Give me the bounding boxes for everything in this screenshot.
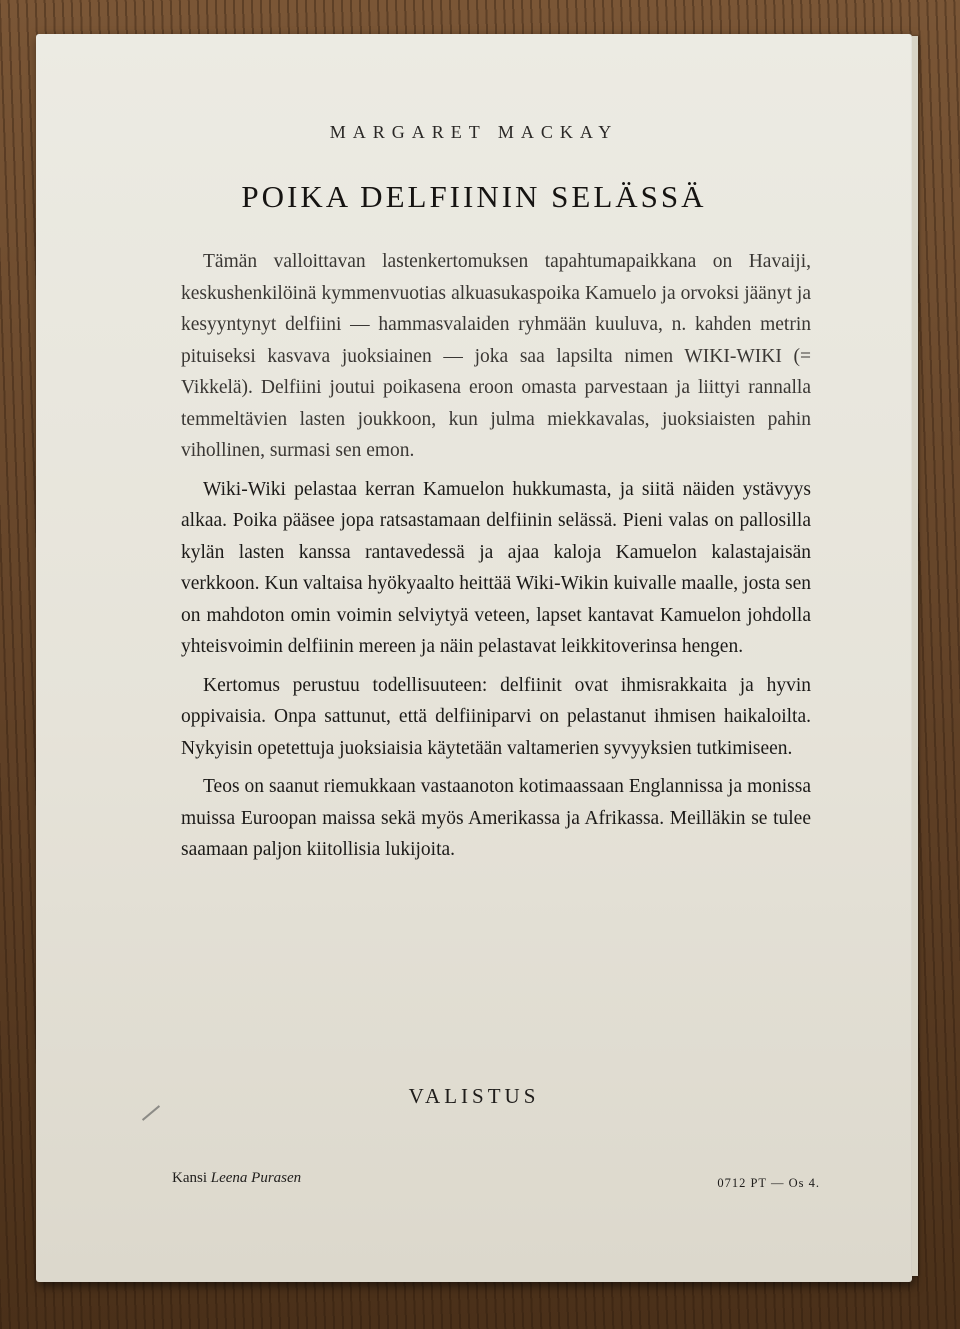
credit-artist-name: Leena Purasen xyxy=(210,1170,302,1186)
publisher-name: VALISTUS xyxy=(408,1084,540,1108)
credit-prefix: Kansi xyxy=(172,1170,207,1186)
book-title: POIKA DELFIININ SELÄSSÄ xyxy=(241,179,707,214)
blurb-text xyxy=(181,246,811,873)
blurb-paragraph-2: Wiki-Wiki pelastaa kerran Kamuelon hukkumasta, ja siitä näiden ystävyys alkaa. Poika pääsee jopa ratsastamaan delfiinin selässä. Pieni valas on pallosilla kylän lasten kanssa rantavedessä ja ajaa kaloja Kamuelon kalastajaisän verkkoon. Kun valtaisa hyökyaalto heittää Wiki-Wikin kuivalle maalle, josta sen on mahdoton omin voimin selviytyä veteen, lapset kantavat Kamuelon johdolla yhteisvoimin delfiinin mereen ja näin pelastavat leikkitoverinsa hengen. xyxy=(181,478,811,657)
book-back-cover xyxy=(36,34,912,1282)
blurb-paragraph-3: Kertomus perustuu todellisuuteen: delfiinit ovat ihmisrakkaita ja hyvin oppivaisia. Onpa sattunut, että delfiiniparvi on pelastanut ihmisen haikaloilta. Nykyisin opetettuja juoksiaisia käytetään valtamerien syvyyksien tutkimiseen. xyxy=(181,674,811,759)
author-name: MARGARET MACKAY xyxy=(329,122,619,142)
cover-credit xyxy=(172,1170,301,1187)
blurb-paragraph-4: Teos on saanut riemukkaan vastaanoton kotimaassaan Englannissa ja monissa muissa Euroopan maissa sekä myös Amerikassa ja Afrikassa. Meilläkin se tulee saamaan paljon kiitollisia lukijoita. xyxy=(181,776,811,860)
print-code: 0712 PT — Os 4. xyxy=(717,1176,820,1190)
blurb-paragraph-1: Tämän valloittavan lastenkertomuksen tapahtumapaikkana on Havaiji, keskushenkilöinä kymmenvuotias alkuasukaspoika Kamuelo ja orvoksi jäänyt ja kesyyntynyt delfiini — hammasvalaiden ryhmään kuuluva, n. kahden metrin pituiseksi kasvava juoksiainen — joka saa lapsilta nimen WIKI-WIKI (= Vikkelä). Delfiini joutui poikasena eroon omasta parvestaan ja liittyi rannalla temmeltävien lasten joukkoon, kun julma miekkavalas, juoksiaisten pahin vihollinen, surmasi sen emon. xyxy=(181,251,811,461)
